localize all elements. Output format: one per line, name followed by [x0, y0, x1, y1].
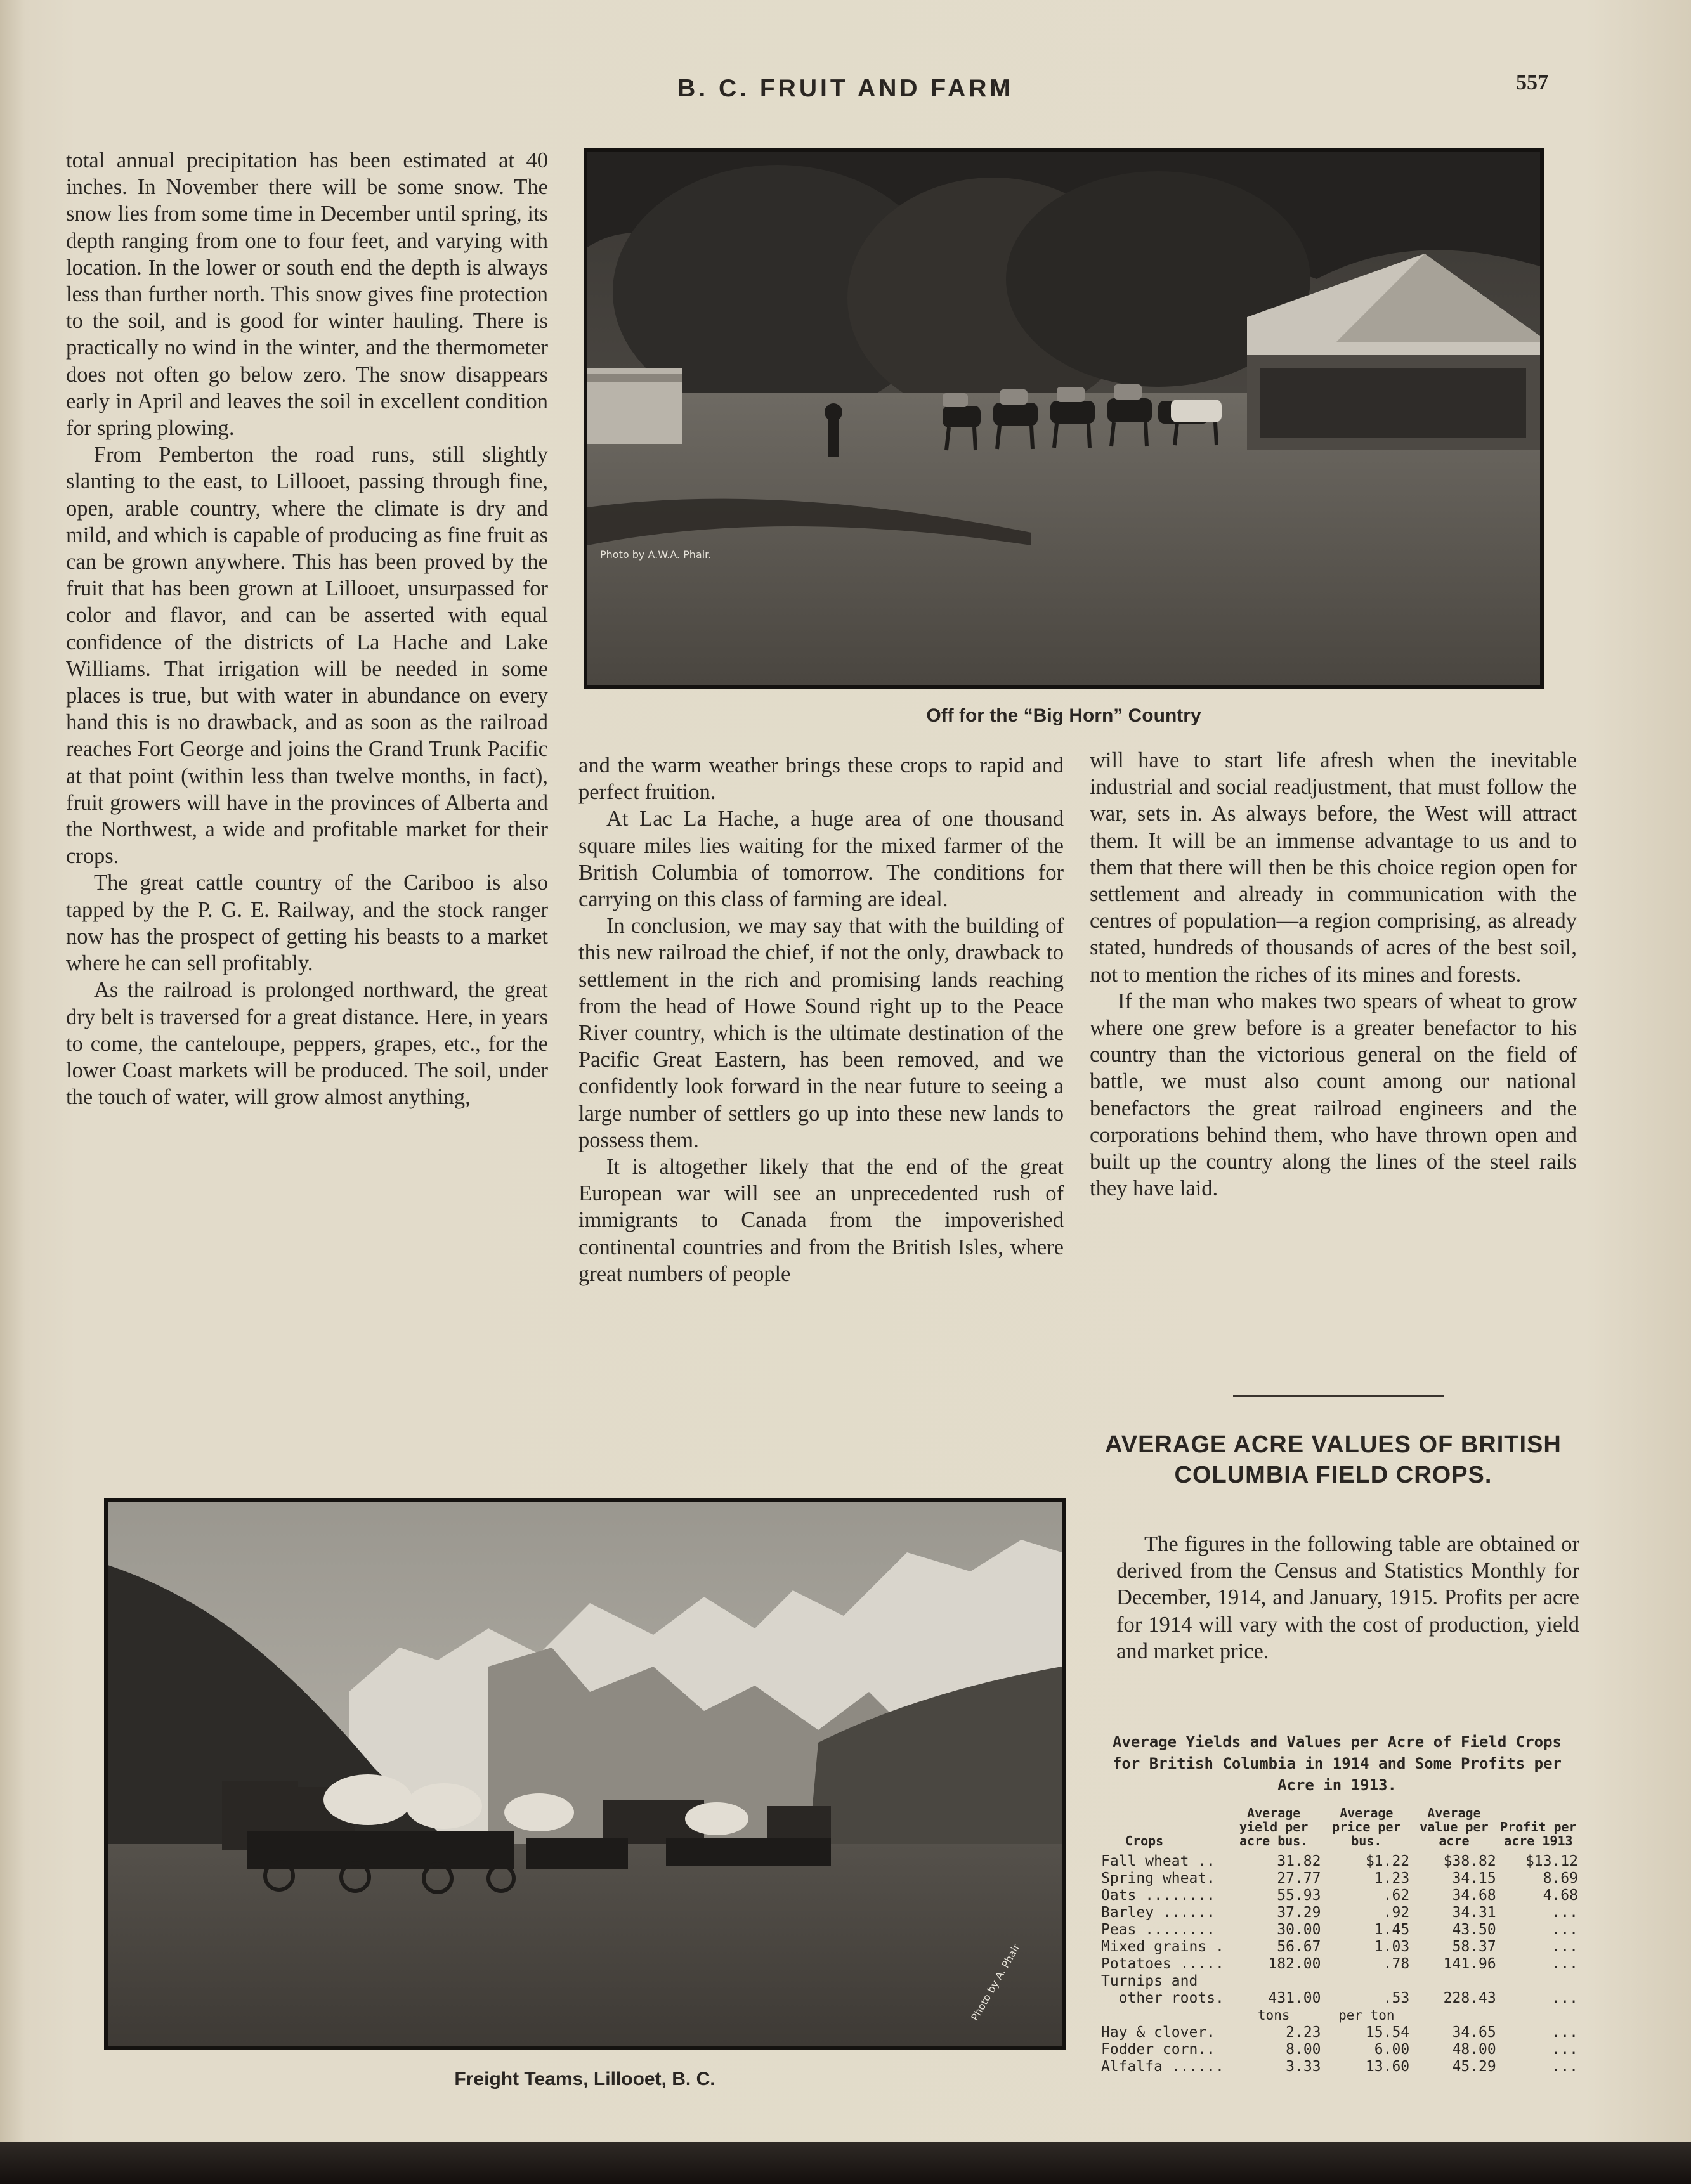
pack-train-photo-illustration	[587, 152, 1540, 685]
value-cell: 43.50	[1452, 1921, 1496, 1938]
crop-cell: Peas ........	[1101, 1921, 1216, 1938]
table-row	[1100, 1939, 1579, 1956]
column-header-crops: Crops	[1125, 1833, 1164, 1849]
paragraph: It is altogether likely that the end of the great European war will see an unprecedented rush of immigrants to Canada from the impoverished continental countries and from the British Isles, where great numbers of people	[578, 1155, 1064, 1286]
paragraph: The great cattle country of the Cariboo is also tapped by the P. G. E. Railway, and the stock ranger now has the prospect of getting his beasts to a market where he can sell profitably.	[66, 871, 548, 976]
paragraph: The figures in the following table are obtained or derived from the Census and Statistics Monthly for December, 1914, and January, 1915. Profits per acre for 1914 will vary with the cost of production, yield and market price.	[1116, 1532, 1579, 1663]
price-cell: 1.03	[1374, 1939, 1410, 1955]
profit-cell: ...	[1551, 2024, 1578, 2041]
price-cell: 1.45	[1374, 1921, 1410, 1938]
scan-border	[0, 2142, 1691, 2184]
column-header-yield: Average yield per acre bus.	[1239, 1805, 1309, 1849]
price-cell: 1.23	[1374, 1870, 1410, 1887]
paragraph: and the warm weather brings these crops to rapid and perfect fruition.	[578, 753, 1064, 805]
crop-cell: Barley ......	[1101, 1904, 1216, 1921]
paragraph: As the railroad is prolonged northward, the great dry belt is traversed for a great distance. Here, in years to come, the canteloupe, peppers, grapes, etc., for the lower Coast markets will be produced. The soil, under the touch of water, will grow almost anything,	[66, 978, 548, 1110]
yield-cell: 3.33	[1286, 2058, 1321, 2075]
table-row	[1100, 2024, 1579, 2041]
table-title: Average Yields and Values per Acre of Field Crops for British Columbia in 1914 and Some Profits per Acre in 1913.	[1112, 1733, 1562, 1794]
crop-cell: Oats ........	[1101, 1887, 1216, 1904]
crop-cell: Fall wheat ..	[1101, 1853, 1216, 1869]
table-header-row	[1100, 1806, 1579, 1853]
table-row	[1100, 1956, 1579, 1973]
profit-cell: ...	[1551, 1904, 1578, 1921]
value-cell: 45.29	[1452, 2058, 1496, 2075]
crop-values-table	[1100, 1806, 1579, 2076]
table-row	[1100, 1973, 1579, 1990]
paragraph: From Pemberton the road runs, still slightly slanting to the east, to Lillooet, passing through fine, open, arable country, where the climate is dry and mild, and which is capable of producing as fine fruit as can be grown anywhere. This has been proved by the fruit that has been grown at Lillooet, unsurpassed for color and flavor, and can be asserted with equal confidence of the districts of La Hache and Lake Williams. That irrigation will be needed in some places is true, but with water in abundance on every hand this is no drawback, and as soon as the railroad reaches Fort George and joins the Grand Trunk Pacific at that point (within less than twelve months, in fact), fruit growers will have in the provinces of Alberta and the Northwest, a wide and profitable market for their crops.	[66, 443, 548, 869]
value-cell: 228.43	[1443, 1990, 1496, 2006]
value-cell: 141.96	[1443, 1956, 1496, 1972]
photo-credit: Photo by A.W.A. Phair.	[600, 549, 712, 561]
value-cell: 34.68	[1452, 1887, 1496, 1904]
running-header: B. C. FRUIT AND FARM	[677, 75, 1014, 102]
price-cell: .53	[1383, 1990, 1410, 2006]
table-row	[1100, 1870, 1579, 1887]
paragraph: will have to start life afresh when the inevitable industrial and social readjustment, that must follow the war, sets in. As always before, the West will attract them. It will be an immense advantage to us and to them that there will then be this choice region open for settlement and already in communication with the centres of population—a region comprising, as already stated, hundreds of thousands of acres of the best soil, not to mention the riches of its mines and forests.	[1090, 748, 1577, 987]
price-cell	[1322, 1973, 1411, 1990]
column-header-price: Average price per bus.	[1332, 1805, 1401, 1849]
crop-cell: other roots.	[1101, 1990, 1224, 2006]
price-cell: 6.00	[1374, 2041, 1410, 2058]
yield-cell: 31.82	[1277, 1853, 1321, 1869]
yield-cell: 37.29	[1277, 1904, 1321, 1921]
value-cell: $38.82	[1443, 1853, 1496, 1869]
paragraph: In conclusion, we may say that with the building of this new railroad the chief, if not the only, drawback to settlement in the rich and promising lands reaching from the head of Howe Sound right up to the Peace River country, which is the ultimate destination of the Pacific Great Eastern, has been removed, and we confidently look forward in the near future to seeing a large number of settlers go up into these new lands to possess them.	[578, 914, 1064, 1152]
paragraph: total annual precipitation has been estimated at 40 inches. In November there will be some snow. The snow lies from some time in December until spring, its depth ranging from one to four feet, and varying with location. In the lower or south end the depth is always less than further north. This snow gives fine protection to the soil, and is good for winter hauling. There is practically no wind in the winter, and the thermometer does not often go below zero. The snow disappears early in April and leaves the soil in excellent condition for spring plowing.	[66, 148, 548, 441]
yield-cell: 30.00	[1277, 1921, 1321, 1938]
profit-cell: 4.68	[1543, 1887, 1578, 1904]
table-row	[1100, 1990, 1579, 2007]
column-2	[578, 752, 1064, 1287]
column-1	[66, 147, 548, 1110]
column-3	[1090, 747, 1577, 1202]
profit-cell	[1498, 1973, 1579, 1990]
yield-cell: 182.00	[1268, 1956, 1321, 1972]
yield-cell: 8.00	[1286, 2041, 1321, 2058]
section-intro	[1116, 1531, 1579, 1665]
price-cell: .62	[1383, 1887, 1410, 1904]
crop-cell: Alfalfa ......	[1101, 2058, 1224, 2075]
profit-cell: ...	[1551, 1921, 1578, 1938]
yield-cell: 431.00	[1268, 1990, 1321, 2006]
value-cell: 58.37	[1452, 1939, 1496, 1955]
yield-cell: 55.93	[1277, 1887, 1321, 1904]
column-header-value: Average value per acre	[1420, 1805, 1489, 1849]
photo-big-horn-pack-train	[584, 148, 1544, 689]
profit-cell: 8.69	[1543, 1870, 1578, 1887]
profit-cell: $13.12	[1525, 1853, 1578, 1869]
table-row	[1100, 2041, 1579, 2058]
yield-cell: 2.23	[1286, 2024, 1321, 2041]
price-cell: $1.22	[1365, 1853, 1410, 1869]
yield-cell: 56.67	[1277, 1939, 1321, 1955]
price-cell: .78	[1383, 1956, 1410, 1972]
profit-cell: ...	[1551, 1956, 1578, 1972]
section-heading: AVERAGE ACRE VALUES OF BRITISH COLUMBIA FIELD CROPS.	[1105, 1431, 1562, 1488]
profit-cell: ...	[1551, 1939, 1578, 1955]
freight-teams-photo-illustration	[108, 1502, 1062, 2046]
profit-cell: ...	[1551, 2041, 1578, 2058]
photo-caption: Off for the “Big Horn” Country	[926, 705, 1201, 726]
price-cell: .92	[1383, 1904, 1410, 1921]
yield-cell: tons	[1257, 2008, 1290, 2023]
price-cell: per ton	[1338, 2008, 1395, 2023]
section-divider	[1233, 1395, 1444, 1397]
table-row	[1100, 1904, 1579, 1921]
value-cell: 34.15	[1452, 1870, 1496, 1887]
crop-cell: Spring wheat.	[1101, 1870, 1216, 1887]
value-cell	[1411, 1973, 1498, 1990]
crop-cell	[1100, 2007, 1225, 2024]
crop-cell: Turnips and	[1101, 1973, 1198, 1989]
table-row	[1100, 1887, 1579, 1904]
profit-cell: ...	[1551, 1990, 1578, 2006]
paragraph: If the man who makes two spears of wheat to grow where one grew before is a greater benefactor to his country than the victorious general on the field of battle, we must also count among our national benefactors the great railroad engineers and the corporations behind them, who have thrown open and built up the country along the lines of the steel rails they have laid.	[1090, 989, 1577, 1201]
table-row	[1100, 2058, 1579, 2076]
table-row	[1100, 1921, 1579, 1939]
table-row	[1100, 2007, 1579, 2024]
table-row	[1100, 1853, 1579, 1870]
value-cell: 48.00	[1452, 2041, 1496, 2058]
column-header-profit: Profit per acre 1913	[1500, 1819, 1577, 1849]
value-cell: 34.65	[1452, 2024, 1496, 2041]
yield-cell: 27.77	[1277, 1870, 1321, 1887]
photo-freight-teams	[104, 1498, 1066, 2050]
photo-caption: Freight Teams, Lillooet, B. C.	[454, 2069, 715, 2090]
value-cell: 34.31	[1452, 1904, 1496, 1921]
photo-credit: Photo by A. Phair	[969, 1941, 1022, 2023]
crop-cell: Fodder corn..	[1101, 2041, 1216, 2058]
yield-cell	[1225, 1973, 1322, 1990]
price-cell: 13.60	[1365, 2058, 1410, 2075]
price-cell: 15.54	[1365, 2024, 1410, 2041]
crop-cell: Mixed grains .	[1101, 1939, 1224, 1955]
value-cell	[1411, 2007, 1498, 2024]
profit-cell: ...	[1551, 2058, 1578, 2075]
profit-cell	[1498, 2007, 1579, 2024]
paragraph: At Lac La Hache, a huge area of one thousand square miles lies waiting for the mixed farmer of the British Columbia of tomorrow. The conditions for carrying on this class of farming are ideal.	[578, 807, 1064, 912]
crop-cell: Hay & clover.	[1101, 2024, 1216, 2041]
crop-cell: Potatoes .....	[1101, 1956, 1224, 1972]
page-number: 557	[1516, 71, 1548, 94]
